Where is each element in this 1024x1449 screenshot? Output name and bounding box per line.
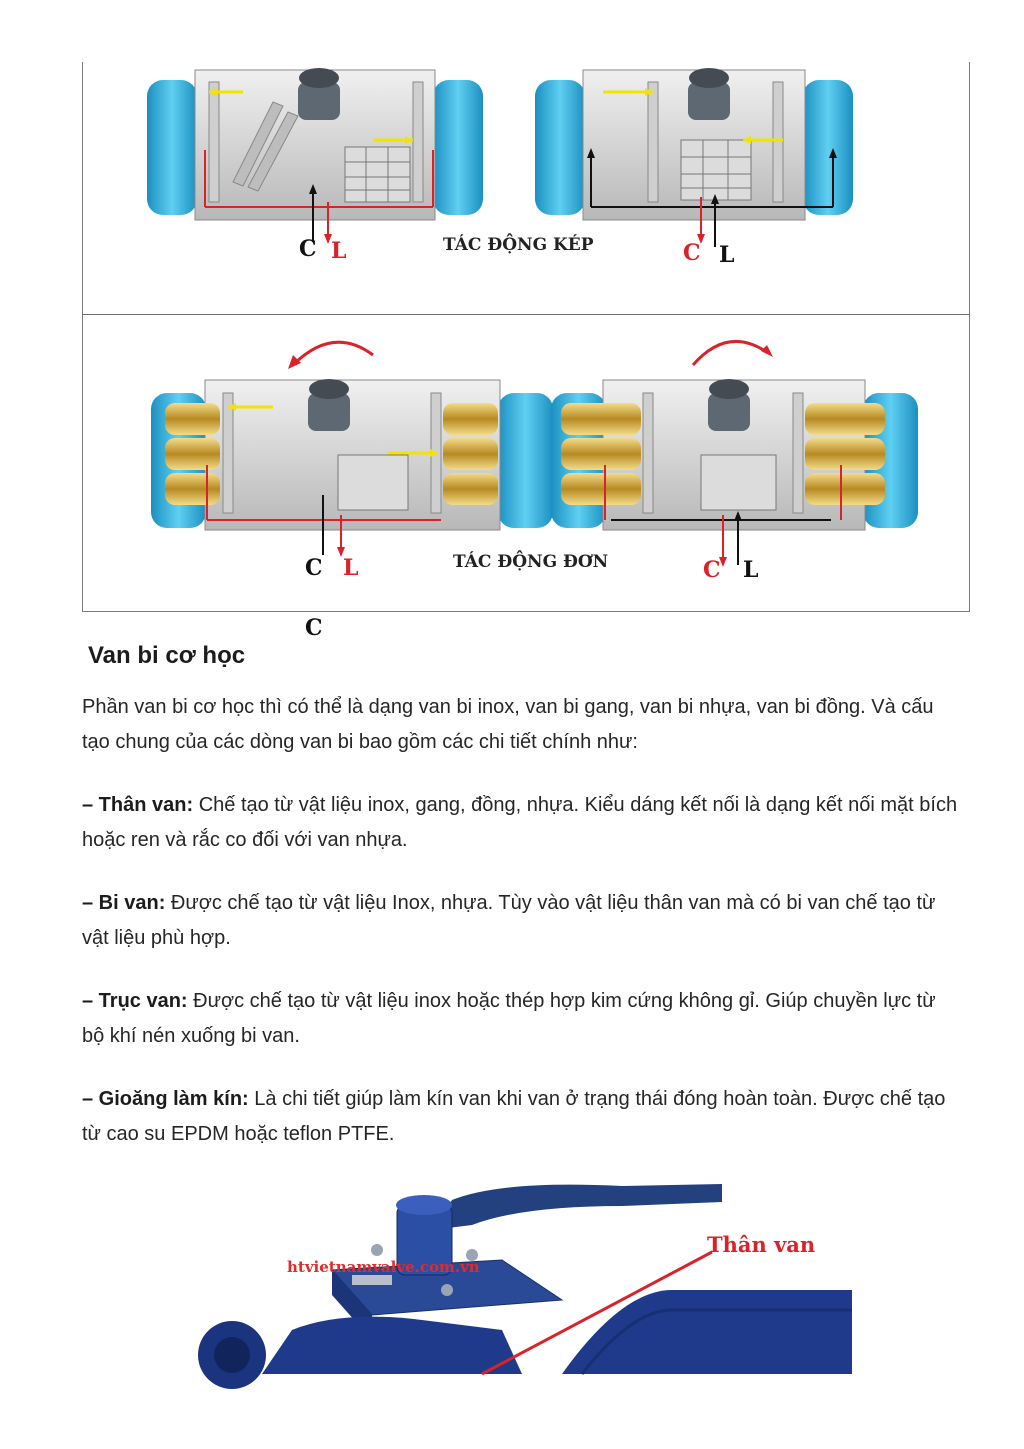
item-text: Là chi tiết giúp làm kín van khi van ở trạng thái đóng hoàn toàn. Được chế tạo từ cao su EPDM hoặc teflon PTFE. bbox=[82, 1088, 946, 1145]
port-c-label: C bbox=[683, 240, 701, 266]
port-c-label: C bbox=[703, 557, 721, 583]
rotate-cw-arrow bbox=[693, 341, 768, 365]
port-l-label: L bbox=[719, 242, 735, 268]
actuator-diagram bbox=[82, 62, 970, 641]
port-c-label: C bbox=[305, 555, 323, 581]
section-heading: Van bi cơ học bbox=[88, 642, 246, 669]
port-l-label: L bbox=[343, 555, 359, 581]
left-actuator-single bbox=[151, 379, 553, 557]
callout-label: Thân van bbox=[707, 1232, 816, 1257]
item-text: Chế tạo từ vật liệu inox, gang, đồng, nhựa. Kiểu dáng kết nối là dạng kết nối mặt bích hoặc ren và rắc co đối với van nhựa. bbox=[82, 794, 958, 851]
item-term: – Gioăng làm kín: bbox=[82, 1088, 249, 1110]
item-than-van bbox=[82, 788, 962, 858]
port-l-label: L bbox=[331, 238, 347, 264]
ball-valve-photo bbox=[202, 1180, 852, 1374]
item-bi-van bbox=[82, 886, 962, 956]
double-acting-panel bbox=[83, 62, 969, 314]
intro-paragraph: Phần van bi cơ học thì có thể là dạng van bi inox, van bi gang, van bi nhựa, van bi đồng. Và cấu tạo chung của các dòng van bi bao gồm các chi tiết chính như: bbox=[82, 696, 934, 753]
photo-watermark: htvietnamvalve.com.vn bbox=[287, 1258, 480, 1276]
single-acting-label: TÁC ĐỘNG ĐƠN bbox=[453, 552, 609, 572]
item-text: Được chế tạo từ vật liệu Inox, nhựa. Tùy vào vật liệu thân van mà có bi van chế tạo từ vật liệu phù hợp. bbox=[82, 892, 936, 949]
item-term: – Bi van: bbox=[82, 892, 166, 914]
item-term: – Trục van: bbox=[82, 990, 188, 1012]
item-term: – Thân van: bbox=[82, 794, 194, 816]
item-gioang bbox=[82, 1082, 962, 1152]
left-actuator-double bbox=[147, 68, 483, 244]
port-c-label: C bbox=[299, 236, 317, 262]
port-c-label: C bbox=[305, 615, 323, 641]
ball-valve-illustration bbox=[202, 1180, 852, 1374]
port-l-label: L bbox=[743, 557, 759, 583]
item-truc-van bbox=[82, 984, 962, 1054]
rotate-ccw-arrow bbox=[293, 342, 373, 365]
single-acting-illustration bbox=[83, 315, 971, 641]
item-text: Được chế tạo từ vật liệu inox hoặc thép hợp kim cứng không gỉ. Giúp chuyền lực từ bộ khí nén xuống bi van. bbox=[82, 990, 936, 1047]
double-acting-illustration bbox=[83, 62, 971, 314]
right-actuator-double bbox=[535, 68, 853, 247]
double-acting-label: TÁC ĐỘNG KÉP bbox=[443, 235, 594, 255]
right-actuator-single bbox=[551, 379, 918, 567]
single-acting-panel bbox=[83, 315, 969, 641]
